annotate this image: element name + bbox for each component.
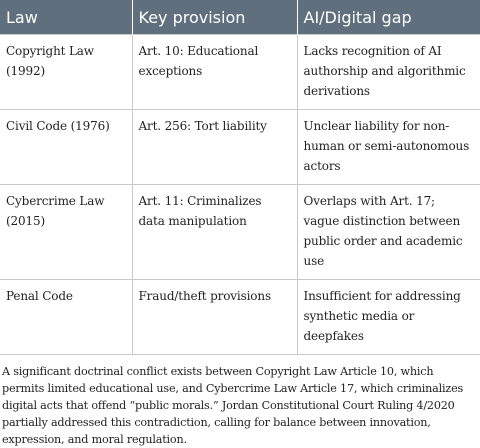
cell-key-provision: Art. 256: Tort liability — [132, 110, 297, 185]
cell-ai-gap: Lacks recognition of AI authorship and algorithmic derivations — [297, 35, 480, 110]
table-header — [0, 0, 480, 35]
header-row — [0, 0, 480, 35]
table-row — [0, 35, 480, 110]
table-row — [0, 280, 480, 355]
cell-ai-gap: Overlaps with Art. 17; vague distinction between public order and academic use — [297, 185, 480, 280]
table-body — [0, 35, 480, 355]
table-row — [0, 185, 480, 280]
header-ai-digital-gap: AI/Digital gap — [297, 0, 480, 35]
cell-law: Civil Code (1976) — [0, 110, 132, 185]
cell-ai-gap: Insufficient for addressing synthetic media or deepfakes — [297, 280, 480, 355]
cell-law: Copyright Law (1992) — [0, 35, 132, 110]
cell-key-provision: Fraud/theft provisions — [132, 280, 297, 355]
header-law: Law — [0, 0, 132, 35]
cell-ai-gap: Unclear liability for non-human or semi-autonomous actors — [297, 110, 480, 185]
header-key-provision: Key provision — [132, 0, 297, 35]
cell-law: Penal Code — [0, 280, 132, 355]
table-footnote: A significant doctrinal conflict exists between Copyright Law Article 10, which permits limited educational use, and Cybercrime Law Article 17, which criminalizes digital acts that offend “public morals.” Jordan Constitutional Court Ruling 4/2020 partially addressed this contradiction, calling for balance between innovation, expression, and moral regulation. — [2, 365, 464, 446]
table-row — [0, 110, 480, 185]
cell-law: Cybercrime Law (2015) — [0, 185, 132, 280]
cell-key-provision: Art. 11: Criminalizes data manipulation — [132, 185, 297, 280]
cell-key-provision: Art. 10: Educational exceptions — [132, 35, 297, 110]
